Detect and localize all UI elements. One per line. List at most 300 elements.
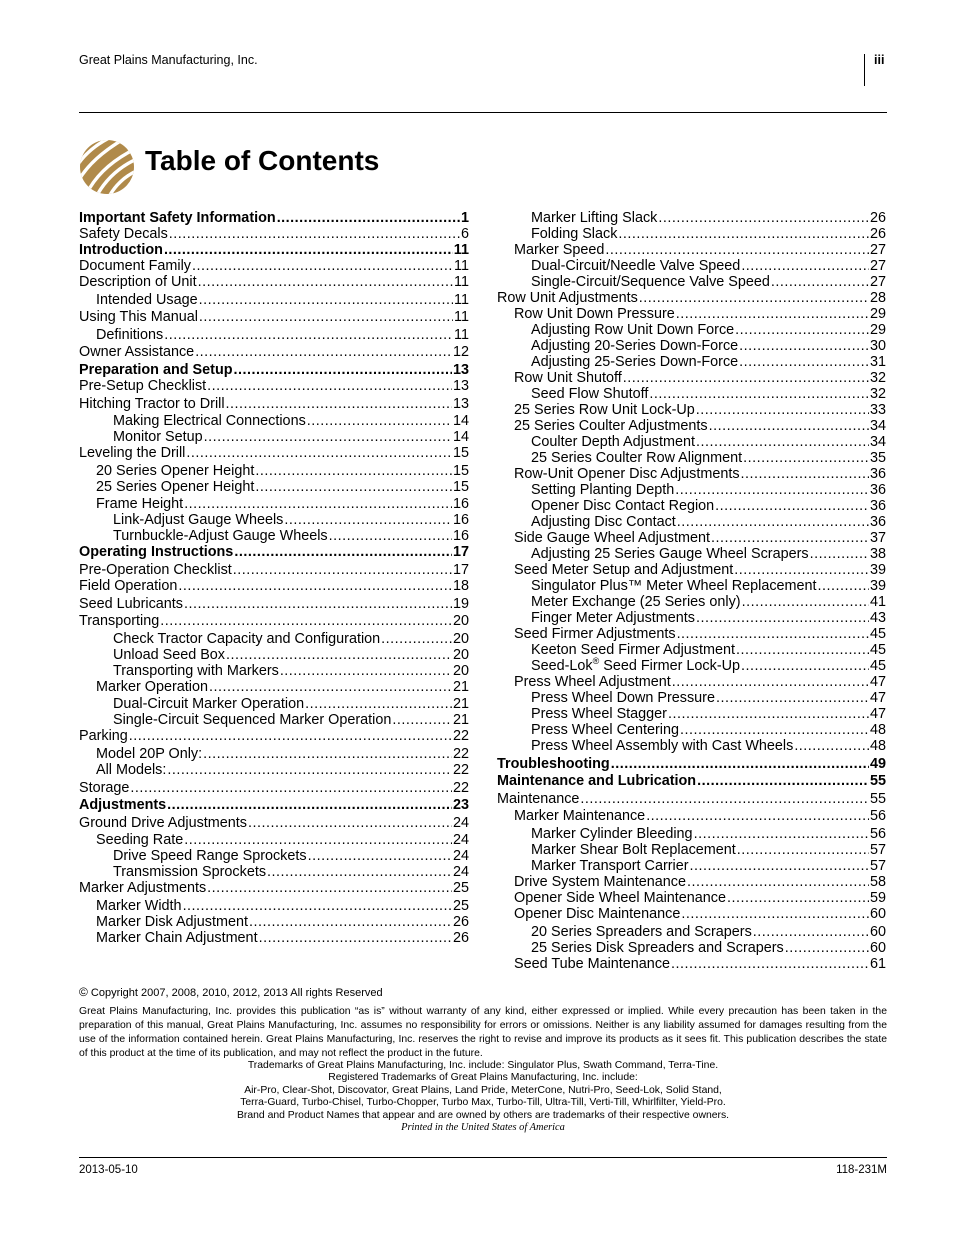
toc-entry[interactable] <box>79 258 469 274</box>
toc-entry[interactable] <box>497 738 886 754</box>
toc-entry-page: 39 <box>869 578 886 594</box>
toc-leader-dots <box>697 773 869 789</box>
toc-entry-title: Dual-Circuit/Needle Valve Speed <box>531 258 741 274</box>
toc-entry-title: Meter Exchange (25 Series only) <box>531 594 741 610</box>
toc-leader-dots <box>164 242 453 258</box>
toc-entry[interactable] <box>497 434 886 450</box>
toc-entry[interactable] <box>497 258 886 274</box>
toc-entry[interactable] <box>79 880 469 896</box>
toc-entry-title: Owner Assistance <box>79 344 195 361</box>
toc-entry-title: Hitching Tractor to Drill <box>79 395 225 412</box>
toc-entry-page: 22 <box>452 761 469 778</box>
toc-leader-dots <box>392 712 452 728</box>
toc-entry[interactable] <box>497 706 886 722</box>
toc-entry-title: Seed Lubricants <box>79 595 184 612</box>
toc-entry[interactable] <box>497 354 886 370</box>
toc-entry-title: Adjusting 20-Series Down-Force <box>531 338 739 354</box>
toc-entry-title: Press Wheel Adjustment <box>514 674 671 690</box>
toc-entry[interactable] <box>497 402 886 418</box>
toc-entry-title: Seed-Lok® Seed Firmer Lock-Up <box>531 656 741 674</box>
toc-entry-page: 38 <box>869 546 886 562</box>
toc-entry-title: Monitor Setup <box>113 429 203 446</box>
toc-entry[interactable] <box>497 226 886 242</box>
toc-entry-page: 33 <box>869 402 886 418</box>
toc-entry-title: Adjusting 25 Series Gauge Wheel Scrapers <box>531 546 809 562</box>
toc-entry[interactable] <box>497 562 886 578</box>
toc-leader-dots <box>255 479 452 495</box>
toc-leader-dots <box>169 226 460 242</box>
toc-entry-title: Marker Transport Carrier <box>531 857 689 874</box>
toc-leader-dots <box>183 898 452 914</box>
toc-entry[interactable] <box>79 463 469 479</box>
toc-entry[interactable] <box>497 610 886 626</box>
toc-entry-title: Pre-Operation Checklist <box>79 561 232 578</box>
toc-entry-page: 27 <box>869 274 886 290</box>
toc-entry[interactable] <box>79 663 469 679</box>
toc-leader-dots <box>129 728 452 744</box>
toc-leader-dots <box>248 815 452 831</box>
toc-entry[interactable] <box>497 690 886 706</box>
toc-entry[interactable] <box>79 898 469 914</box>
toc-leader-dots <box>184 496 452 512</box>
toc-entry[interactable] <box>497 530 886 546</box>
toc-entry[interactable] <box>79 797 469 813</box>
toc-entry-page: 30 <box>869 338 886 354</box>
toc-entry-page: 26 <box>452 913 469 930</box>
toc-entry-title: Single-Circuit Sequenced Marker Operation <box>113 712 392 729</box>
toc-leader-dots <box>646 808 869 824</box>
toc-entry-title: Marker Chain Adjustment <box>96 929 258 946</box>
footer-rule <box>79 1157 887 1158</box>
toc-entry-title: 20 Series Opener Height <box>96 462 255 479</box>
toc-entry-page: 45 <box>869 626 886 642</box>
toc-entry-title: 25 Series Opener Height <box>96 478 255 495</box>
toc-entry-title: Marker Adjustments <box>79 880 207 897</box>
toc-entry[interactable] <box>497 756 886 772</box>
toc-entry-page: 28 <box>869 290 886 306</box>
trademark-line: Air-Pro, Clear-Shot, Discovator, Great Plains, Land Pride, MeterCone, Nutri-Pro, Seed-Lok, Solid Stand, <box>244 1084 722 1096</box>
toc-entry[interactable] <box>497 498 886 514</box>
toc-entry[interactable] <box>79 544 469 560</box>
toc-entry-page: 56 <box>869 808 886 825</box>
toc-entry-page: 36 <box>869 482 886 498</box>
toc-entry-page: 27 <box>869 242 886 258</box>
toc-entry-page: 35 <box>869 450 886 466</box>
toc-leader-dots <box>178 578 452 594</box>
toc-entry[interactable] <box>79 445 469 461</box>
toc-entry-title: 25 Series Row Unit Lock-Up <box>514 402 695 418</box>
toc-entry-title: Press Wheel Centering <box>531 722 679 738</box>
toc-entry-page: 25 <box>452 897 469 914</box>
toc-entry-page: 11 <box>454 326 469 343</box>
toc-entry-title: Seed Meter Setup and Adjustment <box>514 562 734 578</box>
toc-entry[interactable] <box>497 808 886 824</box>
toc-entry-page: 15 <box>452 445 469 462</box>
toc-entry-title: Definitions <box>96 326 164 343</box>
toc-leader-dots <box>736 642 869 658</box>
toc-entry[interactable] <box>79 396 469 412</box>
toc-entry-page: 60 <box>869 923 886 940</box>
toc-entry-page: 26 <box>452 929 469 946</box>
toc-entry[interactable] <box>79 762 469 778</box>
toc-leader-dots <box>677 514 869 530</box>
toc-entry-page: 15 <box>452 478 469 495</box>
toc-entry-title: Marker Disk Adjustment <box>96 913 248 930</box>
toc-entry-title: 20 Series Spreaders and Scrapers <box>531 923 752 940</box>
toc-entry-page: 48 <box>869 722 886 738</box>
toc-entry[interactable] <box>79 815 469 831</box>
header-rule <box>79 112 887 113</box>
toc-entry-page: 39 <box>869 562 886 578</box>
toc-entry[interactable] <box>79 631 469 647</box>
toc-entry[interactable] <box>497 791 886 807</box>
toc-leader-dots <box>259 930 452 946</box>
toc-entry[interactable] <box>79 327 469 343</box>
toc-leader-dots <box>329 528 452 544</box>
toc-entry-title: Important Safety Information <box>79 210 276 226</box>
toc-leader-dots <box>618 226 869 242</box>
toc-entry-title: Model 20P Only: <box>96 745 203 762</box>
toc-entry[interactable] <box>497 956 886 972</box>
toc-entry-title: Leveling the Drill <box>79 445 186 462</box>
toc-entry[interactable] <box>79 848 469 864</box>
toc-entry[interactable] <box>497 858 886 874</box>
toc-entry-title: Side Gauge Wheel Adjustment <box>514 530 710 546</box>
toc-entry[interactable] <box>79 728 469 744</box>
toc-leader-dots <box>308 848 452 864</box>
toc-entry[interactable] <box>497 594 886 610</box>
toc-entry[interactable] <box>79 596 469 612</box>
toc-entry-page: 43 <box>869 610 886 626</box>
toc-entry-title: Adjusting 25-Series Down-Force <box>531 354 739 370</box>
toc-entry-page: 25 <box>452 880 469 897</box>
toc-entry[interactable] <box>497 924 886 940</box>
toc-leader-dots <box>280 663 452 679</box>
toc-entry-page: 37 <box>869 530 886 546</box>
toc-entry[interactable] <box>497 906 886 922</box>
toc-entry[interactable] <box>497 450 886 466</box>
toc-entry[interactable] <box>497 290 886 306</box>
toc-entry-title: Frame Height <box>96 496 184 513</box>
toc-entry-page: 34 <box>869 418 886 434</box>
toc-entry-title: Using This Manual <box>79 309 198 326</box>
toc-entry-page: 23 <box>452 797 469 814</box>
toc-entry-title: Storage <box>79 779 130 796</box>
toc-entry-page: 11 <box>453 242 469 258</box>
toc-entry-page: 16 <box>452 528 469 545</box>
toc-entry[interactable] <box>79 780 469 796</box>
toc-entry[interactable] <box>79 930 469 946</box>
toc-leader-dots <box>305 696 452 712</box>
toc-entry-title: Marker Speed <box>514 242 605 258</box>
page-number: iii <box>874 53 885 67</box>
toc-entry-page: 17 <box>452 561 469 578</box>
toc-leader-dots <box>207 880 452 896</box>
toc-entry-title: Making Electrical Connections <box>113 413 306 430</box>
toc-leader-dots <box>737 842 869 858</box>
trademark-line: Brand and Product Names that appear and are owned by others are trademarks of their respective owners. <box>236 1109 730 1121</box>
toc-entry[interactable] <box>79 378 469 394</box>
toc-entry[interactable] <box>497 874 886 890</box>
toc-entry-title: Press Wheel Assembly with Cast Wheels <box>531 738 794 754</box>
toc-leader-dots <box>130 780 452 796</box>
toc-entry-page: 57 <box>869 841 886 858</box>
toc-entry[interactable] <box>79 613 469 629</box>
toc-entry-title: Finger Meter Adjustments <box>531 610 695 626</box>
toc-leader-dots <box>658 210 869 226</box>
toc-entry-title: Preparation and Setup <box>79 361 233 378</box>
toc-entry[interactable] <box>497 674 886 690</box>
toc-entry[interactable] <box>497 482 886 498</box>
toc-leader-dots <box>676 306 869 322</box>
toc-entry-page: 32 <box>869 386 886 402</box>
toc-entry[interactable] <box>497 626 886 642</box>
toc-entry[interactable] <box>79 562 469 578</box>
toc-entry[interactable] <box>497 274 886 290</box>
toc-entry-page: 24 <box>452 832 469 849</box>
toc-leader-dots <box>743 450 869 466</box>
toc-entry[interactable] <box>79 832 469 848</box>
toc-entry[interactable] <box>497 642 886 658</box>
toc-entry-title: Troubleshooting <box>497 755 610 772</box>
toc-leader-dots <box>677 626 869 642</box>
toc-entry-title: Setting Planting Depth <box>531 482 675 498</box>
toc-entry-page: 11 <box>454 291 469 308</box>
toc-entry-page: 6 <box>460 226 469 242</box>
toc-entry-page: 21 <box>452 696 469 713</box>
toc-entry-title: Adjusting Disc Contact <box>531 514 676 530</box>
toc-entry-page: 29 <box>869 322 886 338</box>
toc-leader-dots <box>192 258 453 274</box>
toc-entry[interactable] <box>497 940 886 956</box>
toc-leader-dots <box>741 658 869 674</box>
toc-entry-page: 27 <box>869 258 886 274</box>
toc-leader-dots <box>226 647 452 663</box>
copyright-line <box>79 985 383 999</box>
toc-leader-dots <box>204 429 452 445</box>
toc-right-column <box>497 210 886 972</box>
toc-leader-dots <box>687 874 869 890</box>
toc-entry-page: 58 <box>869 873 886 890</box>
toc-leader-dots <box>198 274 453 290</box>
toc-leader-dots <box>580 791 869 807</box>
footer-doc-code: 118-231M <box>836 1164 887 1176</box>
toc-entry-page: 24 <box>452 848 469 865</box>
toc-entry-title: Drive System Maintenance <box>514 873 686 890</box>
toc-entry[interactable] <box>79 528 469 544</box>
toc-entry-page: 31 <box>869 354 886 370</box>
toc-entry-page: 21 <box>452 678 469 695</box>
toc-leader-dots <box>794 738 869 754</box>
toc-entry-page: 49 <box>869 755 886 772</box>
header-company: Great Plains Manufacturing, Inc. <box>79 53 258 67</box>
toc-entry-title: Marker Width <box>96 897 182 914</box>
toc-leader-dots <box>307 413 452 429</box>
toc-entry[interactable] <box>79 292 469 308</box>
toc-entry[interactable] <box>497 338 886 354</box>
toc-entry-title: Adjustments <box>79 797 167 814</box>
toc-entry[interactable] <box>497 773 886 789</box>
toc-entry[interactable] <box>497 322 886 338</box>
toc-entry-title: Press Wheel Stagger <box>531 706 667 722</box>
toc-entry-title: Introduction <box>79 242 163 258</box>
toc-entry[interactable] <box>497 370 886 386</box>
toc-entry[interactable] <box>497 386 886 402</box>
toc-leader-dots <box>267 864 452 880</box>
toc-leader-dots <box>711 530 869 546</box>
toc-entry[interactable] <box>497 210 886 226</box>
toc-leader-dots <box>735 322 869 338</box>
toc-entry[interactable] <box>79 309 469 325</box>
toc-entry-title: Transmission Sprockets <box>113 864 267 881</box>
toc-entry-page: 11 <box>454 258 469 274</box>
toc-entry-page: 1 <box>460 210 469 226</box>
toc-entry[interactable] <box>497 826 886 842</box>
toc-leader-dots <box>623 370 869 386</box>
toc-entry-title: Single-Circuit/Sequence Valve Speed <box>531 274 770 290</box>
toc-leader-dots <box>672 674 869 690</box>
toc-leader-dots <box>381 631 452 647</box>
toc-entry-title: Opener Side Wheel Maintenance <box>514 889 726 906</box>
toc-entry[interactable] <box>497 466 886 482</box>
toc-leader-dots <box>233 562 452 578</box>
copyright-text: Copyright 2007, 2008, 2010, 2012, 2013 All rights Reserved <box>87 987 383 999</box>
trademark-line: Terra-Guard, Turbo-Chisel, Turbo-Chopper, Turbo Max, Turbo-Till, Ultra-Till, Verti-Till, Whirlfilter, Yield-Pro. <box>240 1097 726 1109</box>
toc-entry-title: Marker Lifting Slack <box>531 210 658 226</box>
toc-entry[interactable] <box>497 306 886 322</box>
toc-leader-dots <box>709 418 869 434</box>
toc-leader-dots <box>741 466 869 482</box>
copyright-symbol: © <box>79 985 88 999</box>
toc-leader-dots <box>234 544 452 560</box>
toc-leader-dots <box>681 906 869 922</box>
toc-entry-page: 22 <box>452 728 469 745</box>
toc-entry[interactable] <box>79 226 469 242</box>
toc-entry-title: Seeding Rate <box>96 832 184 849</box>
toc-entry-page: 16 <box>452 512 469 529</box>
toc-entry[interactable] <box>497 418 886 434</box>
toc-entry[interactable] <box>79 696 469 712</box>
toc-entry-page: 20 <box>452 662 469 679</box>
toc-entry[interactable] <box>79 864 469 880</box>
toc-entry[interactable] <box>79 362 469 378</box>
toc-entry-title: Opener Disc Maintenance <box>514 905 681 922</box>
toc-entry[interactable] <box>497 514 886 530</box>
page-title: Table of Contents <box>145 145 380 176</box>
toc-leader-dots <box>167 762 452 778</box>
toc-entry-title: Folding Slack <box>531 226 618 242</box>
toc-leader-dots <box>716 690 869 706</box>
toc-entry-page: 22 <box>452 779 469 796</box>
toc-entry[interactable] <box>79 578 469 594</box>
toc-entry[interactable] <box>79 413 469 429</box>
toc-entry[interactable] <box>79 479 469 495</box>
toc-entry-title: Singulator Plus™ Meter Wheel Replacement <box>531 578 817 594</box>
toc-leader-dots <box>696 610 869 626</box>
toc-leader-dots <box>226 396 452 412</box>
toc-entry-title: Press Wheel Down Pressure <box>531 690 715 706</box>
toc-entry-page: 29 <box>869 306 886 322</box>
toc-entry-page: 24 <box>452 814 469 831</box>
toc-entry-page: 13 <box>452 361 469 378</box>
toc-entry[interactable] <box>79 429 469 445</box>
toc-leader-dots <box>715 498 869 514</box>
toc-leader-dots <box>639 290 869 306</box>
toc-entry-page: 59 <box>869 889 886 906</box>
toc-entry[interactable] <box>497 578 886 594</box>
toc-entry[interactable] <box>79 274 469 290</box>
toc-entry-page: 36 <box>869 498 886 514</box>
toc-entry-page: 48 <box>869 738 886 754</box>
toc-leader-dots <box>727 890 869 906</box>
toc-entry-title: Transporting with Markers <box>113 662 279 679</box>
toc-entry-page: 14 <box>452 429 469 446</box>
toc-entry-page: 60 <box>869 939 886 956</box>
toc-entry[interactable] <box>79 712 469 728</box>
toc-entry-title: Turnbuckle-Adjust Gauge Wheels <box>113 528 328 545</box>
toc-entry[interactable] <box>79 512 469 528</box>
toc-entry-page: 20 <box>452 646 469 663</box>
toc-leader-dots <box>668 706 869 722</box>
toc-leader-dots <box>611 756 869 772</box>
toc-leader-dots <box>255 463 452 479</box>
toc-leader-dots <box>184 596 452 612</box>
toc-entry[interactable] <box>497 842 886 858</box>
toc-entry[interactable] <box>79 210 469 226</box>
toc-entry-title: Seed Tube Maintenance <box>514 955 671 972</box>
toc-entry-title: Drive Speed Range Sprockets <box>113 848 307 865</box>
trademark-line: Registered Trademarks of Great Plains Manufacturing, Inc. include: <box>328 1072 638 1084</box>
toc-leader-dots <box>277 210 460 226</box>
toc-entry-page: 21 <box>452 712 469 729</box>
toc-entry-title: Ground Drive Adjustments <box>79 814 247 831</box>
toc-entry-page: 36 <box>869 466 886 482</box>
toc-entry-title: Coulter Depth Adjustment <box>531 434 695 450</box>
toc-entry[interactable] <box>79 647 469 663</box>
toc-entry-title: Intended Usage <box>96 291 198 308</box>
toc-entry-page: 20 <box>452 613 469 630</box>
toc-entry-page: 15 <box>452 462 469 479</box>
toc-entry-title: 25 Series Coulter Adjustments <box>514 418 708 434</box>
toc-entry[interactable] <box>79 496 469 512</box>
toc-entry-page: 26 <box>869 226 886 242</box>
toc-entry-title: Field Operation <box>79 577 178 594</box>
toc-entry[interactable] <box>79 344 469 360</box>
toc-leader-dots <box>209 679 452 695</box>
toc-entry-title: Pre-Setup Checklist <box>79 377 207 394</box>
toc-entry[interactable] <box>79 679 469 695</box>
header-divider <box>864 54 865 86</box>
toc-entry-page: 45 <box>869 642 886 658</box>
toc-leader-dots <box>753 924 869 940</box>
toc-entry[interactable] <box>497 658 886 674</box>
toc-entry-title: Keeton Seed Firmer Adjustment <box>531 642 735 658</box>
toc-entry[interactable] <box>497 722 886 738</box>
toc-entry[interactable] <box>79 242 469 258</box>
toc-entry[interactable] <box>497 890 886 906</box>
toc-entry-page: 24 <box>452 864 469 881</box>
toc-entry[interactable] <box>497 546 886 562</box>
toc-entry[interactable] <box>497 242 886 258</box>
toc-leader-dots <box>696 402 869 418</box>
toc-entry[interactable] <box>79 914 469 930</box>
toc-leader-dots <box>207 378 452 394</box>
toc-leader-dots <box>605 242 869 258</box>
toc-entry-page: 45 <box>869 658 886 674</box>
toc-entry[interactable] <box>79 746 469 762</box>
toc-leader-dots <box>785 940 869 956</box>
footer-date: 2013-05-10 <box>79 1164 138 1176</box>
